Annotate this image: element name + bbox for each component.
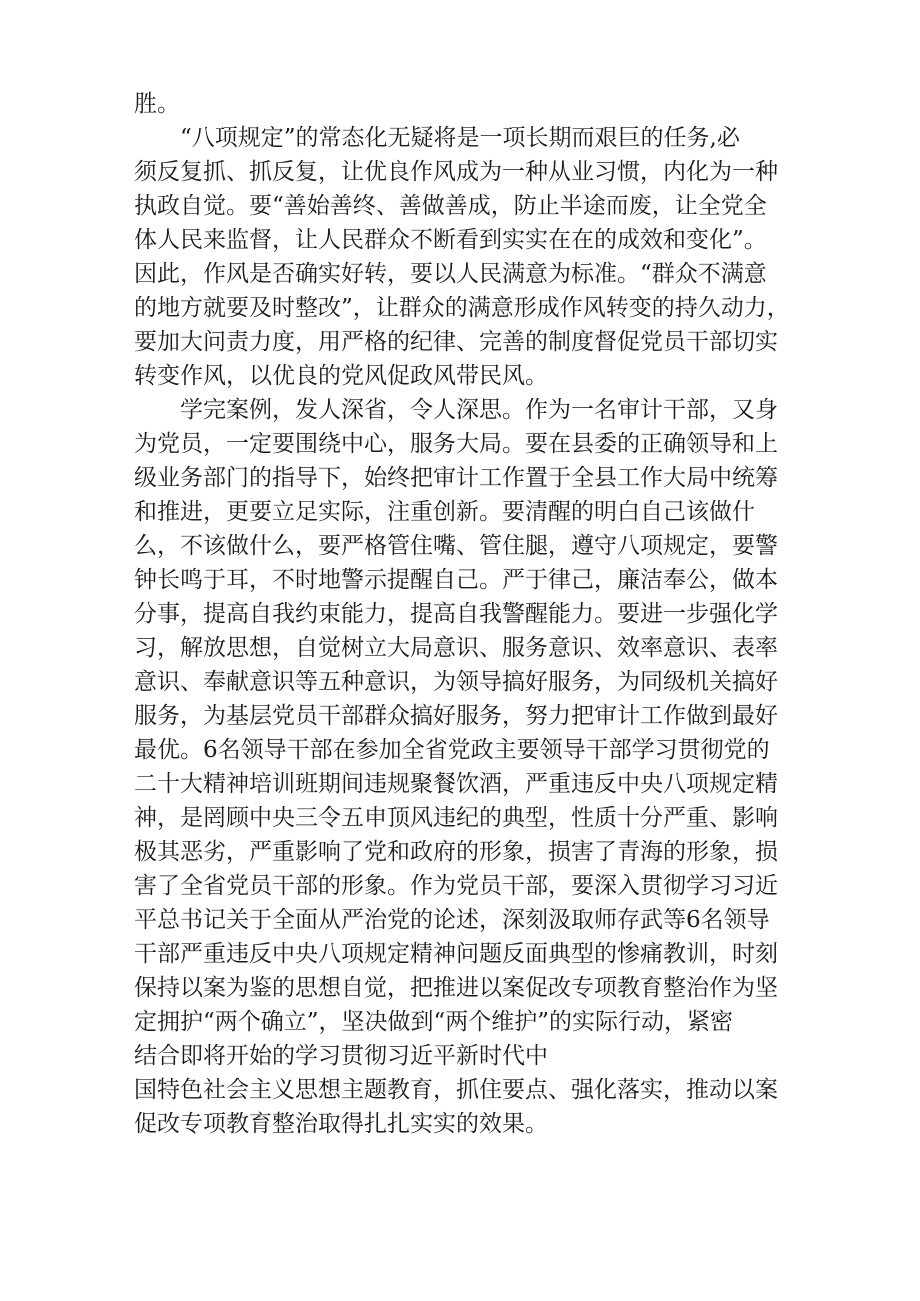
text-line: 国特色社会主义思想主题教育，抓住要点、强化落实，推动以案 [134,1077,778,1103]
text-line: 须反复抓、抓反复，让优良作风成为一种从业习惯，内化为一种 [134,159,778,185]
text-line: 害了全省党员干部的形象。作为党员干部，要深入贯彻学习习近 [134,873,778,899]
text-line: 分事，提高自我约束能力，提高自我警醒能力。要进一步强化学 [134,601,778,627]
text-line: 转变作风，以优良的党风促政风带民风。 [134,363,548,389]
text-line: 服务，为基层党员干部群众搞好服务，努力把审计工作做到最好 [134,703,778,729]
text-line: 为党员，一定要围绕中心，服务大局。要在县委的正确领导和上 [134,431,778,457]
paragraph-first-line: 学完案例，发人深省，令人深思。作为一名审计干部，又身 [180,397,778,423]
text-line: 习，解放思想，自觉树立大局意识、服务意识、效率意识、表率 [134,635,778,661]
text-line: 神，是罔顾中央三令五申顶风违纪的典型，性质十分严重、影响 [134,805,778,831]
text-line: 要加大问责力度，用严格的纪律、完善的制度督促党员干部切实 [134,329,778,355]
text-line: 平总书记关于全面从严治党的论述，深刻汲取师存武等6名领导 [134,907,770,933]
text-line: 促改专项教育整治取得扎扎实实的效果。 [134,1111,548,1137]
document-body [134,87,794,1141]
paragraph-first-line: “八项规定”的常态化无疑将是一项长期而艰巨的任务,必 [180,125,740,151]
text-line: 和推进，更要立足实际，注重创新。要清醒的明白自己该做什 [134,499,755,525]
text-line: 胜。 [134,91,180,117]
text-line: 执政自觉。要“善始善终、善做善成，防止半途而废，让全党全 [134,193,767,219]
text-line: 极其恶劣，严重影响了党和政府的形象，损害了青海的形象，损 [134,839,778,865]
text-line: 因此，作风是否确实好转，要以人民满意为标准。“群众不满意 [134,261,767,287]
text-line: 钟长鸣于耳，不时地警示提醒自己。严于律己，廉洁奉公，做本 [134,567,778,593]
text-line: 二十大精神培训班期间违规聚餐饮酒，严重违反中央八项规定精 [134,771,778,797]
text-line: 保持以案为鉴的思想自觉，把推进以案促改专项教育整治作为坚 [134,975,778,1001]
text-line: 干部严重违反中央八项规定精神问题反面典型的惨痛教训，时刻 [134,941,778,967]
text-line: 定拥护“两个确立”，坚决做到“两个维护”的实际行动，紧密 [134,1009,734,1035]
text-line: 级业务部门的指导下，始终把审计工作置于全县工作大局中统筹 [134,465,778,491]
text-line: 的地方就要及时整改”，让群众的满意形成作风转变的持久动力， [134,295,790,321]
text-line: 体人民来监督，让人民群众不断看到实实在在的成效和变化”。 [134,227,767,253]
text-line: 意识、奉献意识等五种意识，为领导搞好服务，为同级机关搞好 [134,669,778,695]
text-line: 么，不该做什么，要严格管住嘴、管住腿，遵守八项规定，要警 [134,533,778,559]
text-line: 最优。6名领导干部在参加全省党政主要领导干部学习贯彻党的 [134,737,770,763]
text-line: 结合即将开始的学习贯彻习近平新时代中 [134,1043,548,1069]
